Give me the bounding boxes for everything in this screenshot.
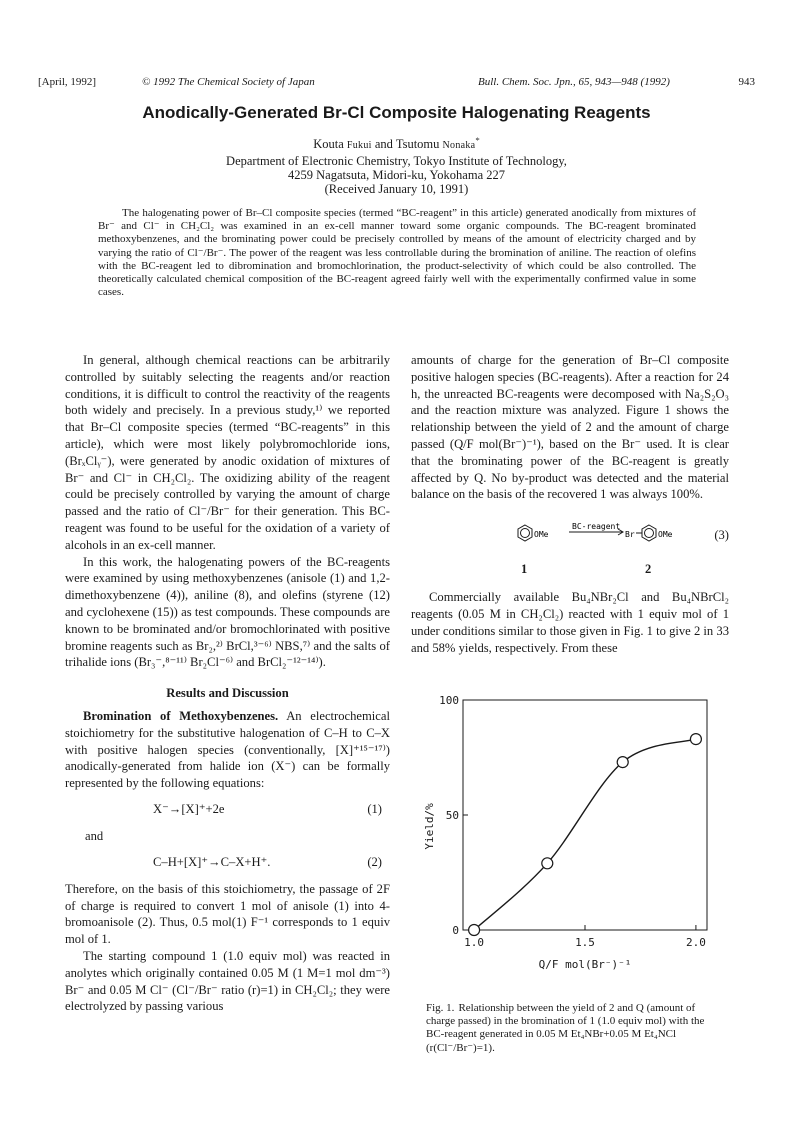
y-tick-label: 0 <box>452 924 459 937</box>
plot-frame <box>463 700 707 930</box>
yield-curve <box>474 739 696 930</box>
equation-2 <box>65 853 390 873</box>
data-point <box>617 757 628 768</box>
run-in-heading: Bromination of Methoxybenzenes. <box>83 708 279 723</box>
received-date: (Received January 10, 1991) <box>324 182 469 196</box>
reaction-arrow-label: BC-reagent <box>572 522 621 532</box>
page-number: 943 <box>738 76 755 88</box>
author-line <box>0 134 793 152</box>
intro-paragraph-1: In general, although chemical reactions can be arbitrarily controlled by suitably selecting the reagents and/or reaction conditions, it is difficult to control the reactivity of the reagents both widely and precisely. In a previous study,¹⁾ we reported that Br–Cl composite species (termed “BC-reagents” in this article), which were most likely polybromochloride ions, (BrₓClᵧ⁻), were generated by anodic oxidation of mixtures of Br⁻ and Cl⁻ in CH₂Cl₂. The oxidizing ability of the reagent could be precisely controlled by varying the amount of charge passed and the ratio of Cl⁻/Br⁻ for their generation. This BC-reagent was found to be useful for the oxidation of a variety of alcohols in an ex-cell manner. <box>65 353 390 552</box>
compound-label-2: 2 <box>645 562 652 577</box>
x-tick-label: 1.0 <box>464 936 485 949</box>
copyright-notice: © 1992 The Chemical Society of Japan <box>142 76 315 88</box>
author-conjunction: and <box>374 137 393 151</box>
abstract <box>98 207 696 299</box>
x-tick-label: 2.0 <box>685 936 706 949</box>
issue-date: [April, 1992] <box>38 76 97 88</box>
equation-1-text: X⁻→[X]⁺+2e <box>153 801 225 816</box>
results-paragraph-2: Commercially available Bu₄NBr₂Cl and Bu₄NBrCl₂ reagents (0.05 M in CH₂Cl₂) reacted with 1 equiv mol of 1 under conditions similar to those given in Fig. 1 to give 2 in 33 and 58% yields, respectively. From these <box>411 590 729 655</box>
results-paragraph-1: amounts of charge for the generation of Br–Cl composite positive halogen species (BC-reagents). After a reaction for 24 h, the unreacted BC-reagents were decomposed with Na₂S₂O₃ and the reaction mixture was analyzed. Figure 1 shows the relationship between the yield of 2 and the amount of charge passed (Q/F mol(Br⁻)⁻¹), based on the Br⁻ used. It is clear that the brominating power of the BC-reagent is greatly affected by Q. No by-product was detected and the material balance on the basis of the recovered 1 was always 100%. <box>411 353 729 502</box>
data-point <box>469 925 480 936</box>
equation-1-number: (1) <box>367 801 382 816</box>
equation-2-number: (2) <box>367 854 382 869</box>
data-point <box>542 858 553 869</box>
left-column <box>65 352 390 1015</box>
equation-2-text: C–H+[X]⁺→C–X+H⁺. <box>153 854 271 869</box>
and-connector: and <box>85 828 104 843</box>
product-substituent: OMe <box>658 530 673 540</box>
methoxybenzene-paragraph <box>65 708 390 792</box>
section-heading: Results and Discussion <box>166 686 289 701</box>
y-axis-label: Yield/% <box>423 803 436 850</box>
running-head <box>38 74 755 90</box>
yield-chart <box>411 688 729 1000</box>
author-2-family: Nonaka <box>442 140 476 151</box>
procedure-paragraph: The starting compound 1 (1.0 equiv mol) was reacted in anolytes which originally contained 0.05 M (1 M=1 mol dm⁻³) Br⁻ and 0.05 M Cl⁻ (Cl⁻/Br⁻ ratio (r)=1) in CH₂Cl₂; they were electrolyzed by passing various <box>65 948 390 1014</box>
compound-label-1: 1 <box>521 562 528 577</box>
corresponding-author-mark: * <box>475 134 480 145</box>
stoichiometry-paragraph: Therefore, on the basis of this stoichiometry, the passage of 2F of charge is required to convert 1 mol of anisole (1) into 4-bromoanisole (2). Thus, 0.5 mol(1) F⁻¹ corresponds to 1 equiv mol of 1. <box>65 881 390 947</box>
figure-caption-label: Fig. 1. <box>426 1002 455 1014</box>
figure-caption-text: Relationship between the yield of 2 and Q (amount of charge passed) in the bromination of 1 (1.0 equiv mol) with the BC-reagent generated in 0.05 M Et₄NBr+0.05 M Et₄NCl (r(Cl⁻/Br⁻)=1). <box>426 1002 705 1054</box>
intro-paragraph-2: In this work, the halogenating powers of the BC-reagents were examined by using methoxybenzenes (anisole (1) and 1,2-dimethoxybenzene (4)), aniline (8), and olefins (styrene (12) and cyclohexene (15)) as test compounds. These compounds are known to be brominated and/or bromochlorinated with positive bromine reagents such as Br₂,²⁾ BrCl,³⁻⁶⁾ NBS,⁷⁾ and the salts of trihalide ions (Br₃⁻,⁸⁻¹¹⁾ Br₂Cl⁻⁶⁾ and BrCl₂⁻¹²⁻¹⁴⁾). <box>65 554 390 670</box>
y-tick-label: 50 <box>445 809 459 822</box>
equation-1 <box>65 800 390 820</box>
right-column <box>411 352 729 656</box>
x-axis-label: Q/F mol(Br⁻)⁻¹ <box>538 958 632 971</box>
affiliation-department: Department of Electronic Chemistry, Tokyo Institute of Technology, <box>226 154 567 168</box>
author-1-family: Fukui <box>346 140 372 151</box>
methoxybenzene-text: An electrochemical stoichiometry for the substitutive halogenation of C–H to C–X with positive halogen species (conventionally, [X]⁺¹⁵⁻¹⁷⁾) anodically-generated from halide ion (X⁻) can be formally represented by the following equations: <box>65 708 390 791</box>
equation-3-number: (3) <box>714 528 729 543</box>
anisole-ring-icon <box>518 525 532 541</box>
x-tick-label: 1.5 <box>575 936 595 949</box>
figure-1 <box>411 688 729 1000</box>
affiliation-address: 4259 Nagatsuta, Midori-ku, Yokohama 227 <box>288 168 505 182</box>
y-tick-label: 100 <box>439 694 459 707</box>
reaction-scheme-3 <box>411 513 729 581</box>
journal-citation: Bull. Chem. Soc. Jpn., 65, 943—948 (1992) <box>478 76 670 88</box>
bromoanisole-ring-icon <box>636 525 656 541</box>
author-1-given: Kouta <box>313 137 344 151</box>
data-point <box>690 734 701 745</box>
abstract-text: The halogenating power of Br–Cl composite species (termed “BC-reagent” in this article) generated anodically from mixtures of Br⁻ and Cl⁻ in CH₂Cl₂ was examined in an ex-cell manner toward some organic compounds. The BC-reagent brominated methoxybenzenes, and the brominating power could be precisely controlled by means of the amount of electricity charged and by varying the ratio of Cl⁻/Br⁻. The power of the reagent was less controllable during the bromination of aniline. The reaction of olefins with the BC-reagent led to dibromination and bromochlorination, the product-selectivity of which could be also controlled. The theoretically calculated chemical composition of the BC-reagent agreed fairly well with the experimentally confirmed value in some cases. <box>98 207 696 299</box>
product-bromo-prefix: Br <box>625 530 635 540</box>
reaction-scheme-drawing <box>411 513 729 563</box>
article-title: Anodically-Generated Br-Cl Composite Halogenating Reagents <box>142 103 651 122</box>
figure-1-caption <box>426 1002 716 1055</box>
author-2-given: Tsutomu <box>395 137 440 151</box>
reactant-substituent: OMe <box>534 530 549 540</box>
